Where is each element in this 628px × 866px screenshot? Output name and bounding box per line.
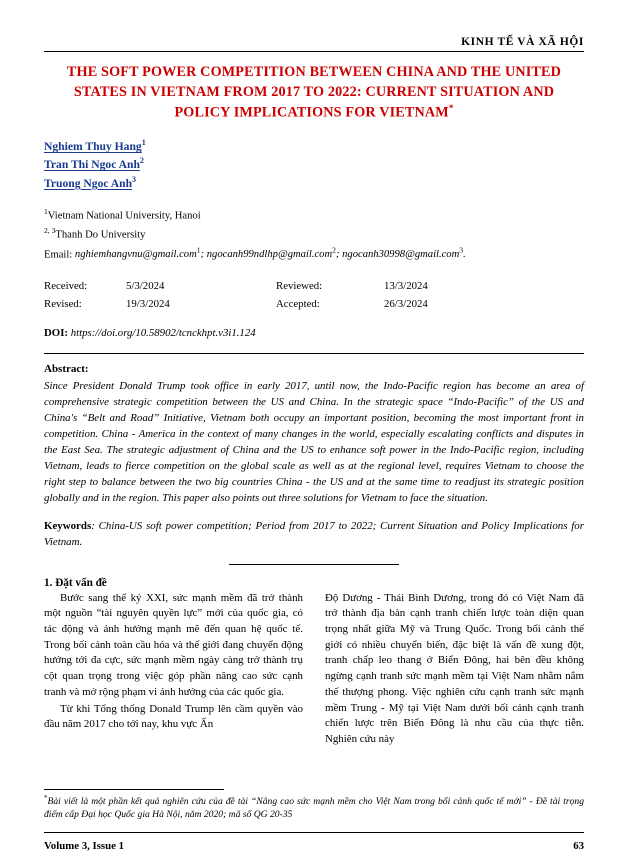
email-3-sep: . — [463, 249, 466, 261]
keywords-text: China-US soft power competition; Period from 2017 to 2022; Current Situation and Policy Implications for Vietnam. — [44, 519, 584, 548]
reviewed-value: 13/3/2024 — [384, 280, 428, 293]
footnote-marker: * — [44, 793, 48, 802]
header-divider — [44, 51, 584, 52]
abstract-block — [44, 353, 584, 549]
page-number: 63 — [573, 840, 584, 852]
affiliation-1 — [44, 206, 584, 225]
author-3-sup: 3 — [132, 174, 137, 184]
email-2-address: ngocanh99ndlhp@gmail.com — [206, 249, 333, 261]
page-title-text: THE SOFT POWER COMPETITION BETWEEN CHINA AND THE UNITED STATES IN VIETNAM FROM 2017 TO 2022: CURRENT SITUATION AND POLICY IMPLICATIONS FOR VIETNAM — [66, 64, 562, 122]
footnote-body: Bài viết là một phần kết quả nghiên cứu của đề tài “Nâng cao sức mạnh mềm cho Việt Nam trong bối cảnh quốc tế mới” - Đề tài trọng điểm cấp Đại học Quốc gia Hà Nội, năm 2020; mã số QG 20-35 — [44, 795, 584, 821]
affiliation-2-text: Thanh Do University — [55, 229, 146, 241]
abstract-text: Since President Donald Trump took office in early 2017, until now, the Indo-Pacific region has become an area of comprehensive strategic competition between the US and China. In the strategic space “Indo-Pacific” of the US and China's “Belt and Road” Initiative, Vietnam both occupy an important position, becoming the most important front in competition. China - America in the context of many changes in the world, especially escalating conflicts and disputes in the East Sea. The strategic adjustment of China and the US to enhance soft power in the Indo-Pacific region, including Vietnam, leads to fierce competition on the global scale as well as at the regional level, requires Vietnam to choose the right step to balance between the two big countries China - the US and at the same time to readjust its strategic position globally and in the region. This paper also points out three solutions for Vietnam to face the situation. — [44, 380, 584, 505]
email-label: Email: — [44, 249, 73, 261]
revised-label: Revised: — [44, 297, 82, 310]
keywords-block — [44, 518, 584, 550]
journal-header: KINH TẾ VÀ XÃ HỘI — [461, 36, 584, 48]
author-2-sup: 2 — [139, 156, 144, 166]
revised-value: 19/3/2024 — [126, 297, 170, 310]
email-line — [44, 245, 584, 264]
column-right — [325, 591, 584, 748]
email-2 — [206, 245, 340, 261]
email-3 — [342, 245, 466, 261]
author-2 — [44, 155, 584, 173]
section-divider — [229, 564, 399, 565]
title-footnote-marker: * — [448, 103, 454, 114]
email-3-sup: 3 — [459, 245, 464, 255]
affiliation-2-sup: 2, 3 — [44, 225, 56, 235]
author-1-name: Nghiem Thuy Hang — [44, 140, 142, 154]
page-title — [54, 62, 574, 123]
keywords-separator: : — [91, 519, 95, 532]
column-left — [44, 591, 303, 748]
doi-link[interactable]: https://doi.org/10.58902/tcnckhpt.v3i1.124 — [70, 327, 256, 340]
email-1-address: nghiemhangvnu@gmail.com — [74, 249, 197, 261]
footnote-text — [44, 794, 584, 822]
doi-line — [44, 327, 584, 339]
email-1-sup: 1 — [196, 245, 201, 255]
footer-divider — [44, 832, 584, 833]
affiliation-1-sup: 1 — [44, 206, 48, 216]
author-3 — [44, 174, 584, 192]
received-value: 5/3/2024 — [126, 280, 165, 293]
footnote-block — [44, 789, 584, 822]
email-1 — [74, 245, 205, 261]
keywords-label: Keywords — [44, 519, 92, 532]
dates-row-1 — [44, 278, 584, 295]
doi-label: DOI: — [44, 327, 68, 340]
dates-row-2 — [44, 296, 584, 313]
body-columns — [44, 591, 584, 748]
author-1-sup: 1 — [141, 138, 146, 148]
footnote-divider — [44, 789, 224, 790]
abstract-label: Abstract: — [44, 363, 89, 376]
reviewed-label: Reviewed: — [276, 280, 323, 293]
affiliation-1-text: Vietnam National University, Hanoi — [47, 210, 201, 222]
author-2-name: Tran Thi Ngoc Anh — [44, 158, 140, 172]
received-label: Received: — [44, 280, 88, 293]
author-1 — [44, 137, 584, 155]
accepted-value: 26/3/2024 — [384, 297, 428, 310]
dates-block — [44, 278, 584, 313]
author-3-name: Truong Ngoc Anh — [44, 176, 133, 190]
affiliation-2 — [44, 225, 584, 244]
page-footer — [44, 840, 584, 852]
volume-issue: Volume 3, Issue 1 — [44, 840, 124, 852]
email-2-sep: ; — [335, 249, 340, 261]
section-heading: 1. Đặt vấn đề — [44, 576, 107, 589]
paragraph: Độ Dương - Thái Bình Dương, trong đó có Việt Nam đã trở thành địa bàn cạnh tranh chiến lược toàn diện quan trọng nhất giữa Mỹ và Trung Quốc. Trong bối cảnh thế giới có nhiều chuyển biến, đặc biệt là vấn đề xung đột, tranh chấp leo thang ở Biển Đông, hai bên đều không ngừng cạnh tranh sức mạnh mềm tại Việt Nam nhằm nắm thế thượng phong. Việc nghiên cứu cạnh tranh sức mạnh mềm Trung - Mỹ tại Việt Nam dưới bối cảnh cạnh tranh chiến lược trên Biển Đông là nhu cầu của thực tiễn. Nghiên cứu này — [325, 591, 584, 745]
email-1-sep: ; — [200, 249, 205, 261]
author-list — [44, 137, 584, 192]
email-2-sup: 2 — [332, 245, 336, 255]
accepted-label: Accepted: — [276, 297, 320, 310]
paragraph: Từ khi Tổng thống Donald Trump lên cầm quyền vào đầu năm 2017 cho tới nay, khu vực Ấn — [44, 702, 303, 731]
paragraph: Bước sang thế kỷ XXI, sức mạnh mềm đã trở thành một nguồn “tài nguyên quyền lực” mới của quốc gia, có tác động và ảnh hưởng mạnh mẽ đến quan hệ quốc tế. Trong bối cảnh toàn cầu hóa và thế giới đang chuyển động hướng tới đa cực, sức mạnh mềm ngày càng trở thành trụ cột quan trọng trong việc góp phần nâng cao sức cạnh tranh và mở rộng phạm vi ảnh hưởng của các quốc gia. — [44, 591, 303, 698]
email-3-address: ngocanh30998@gmail.com — [342, 249, 460, 261]
